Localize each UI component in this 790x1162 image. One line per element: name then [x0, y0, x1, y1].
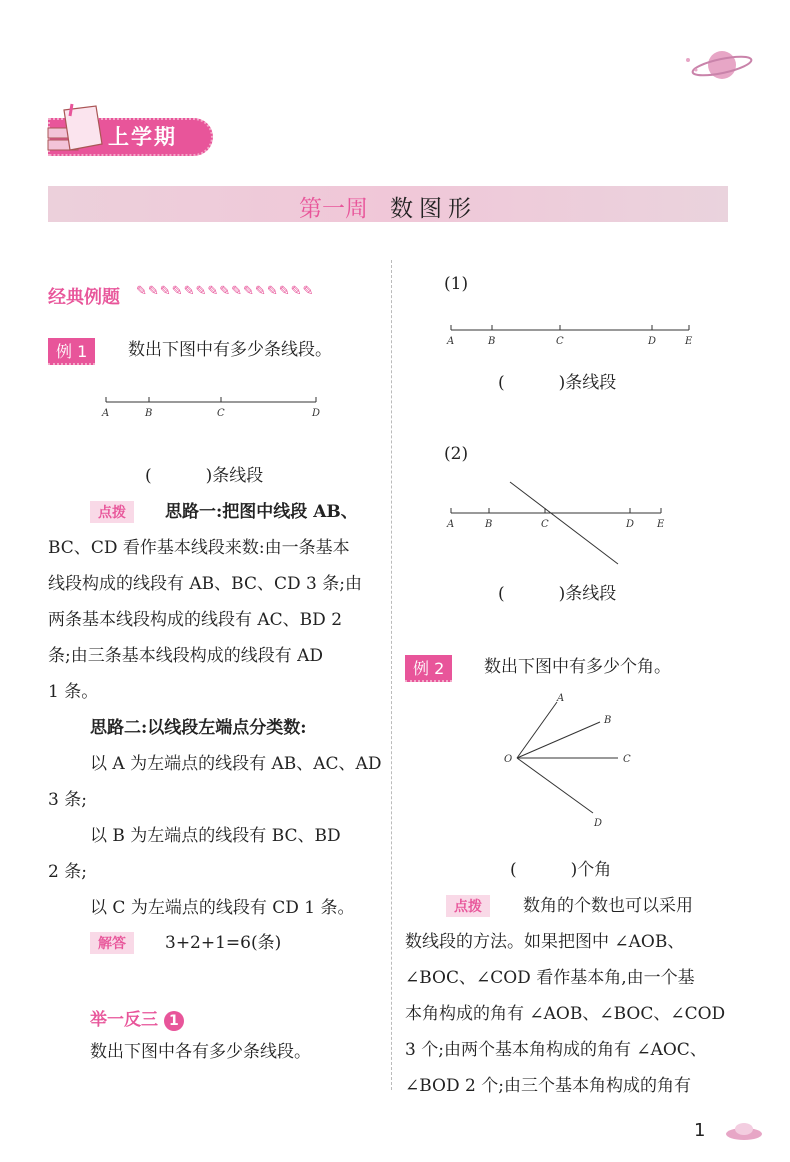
point-label: O: [504, 754, 513, 765]
example2-tag: 例 2: [405, 655, 452, 682]
hint-tag: 点拨: [446, 895, 490, 917]
hint-line: ∠BOC、∠COD 看作基本角,由一个基: [405, 968, 695, 988]
practice-question: 数出下图中各有多少条线段。: [90, 1042, 311, 1062]
hint-line: 以 B 为左端点的线段有 BC、BD: [90, 826, 341, 846]
example2-question: 数出下图中有多少个角。: [484, 657, 671, 677]
point-label: C: [556, 336, 564, 347]
example1-answer-blank: ( )条线段: [145, 466, 264, 486]
point-label: C: [541, 519, 549, 530]
hint-tag: 点拨: [90, 501, 134, 523]
point-label: A: [447, 519, 455, 530]
practice2-blank: ( )条线段: [498, 584, 617, 604]
page-number: 1: [694, 1120, 706, 1141]
hint-line: 数线段的方法。如果把图中 ∠AOB、: [405, 932, 685, 952]
answer-tag: 解答: [90, 932, 134, 954]
hint-line: BC、CD 看作基本线段来数:由一条基本: [48, 538, 350, 558]
practice1-diagram: [441, 318, 701, 348]
practice-number: 1: [164, 1011, 184, 1031]
hint-line: 3 个;由两个基本角构成的角有 ∠AOC、: [405, 1040, 707, 1060]
point-label: B: [604, 715, 612, 726]
example2-answer-blank: ( )个角: [510, 860, 612, 880]
point-label: D: [626, 519, 635, 530]
answer-text: 3+2+1=6(条): [165, 933, 282, 953]
practice2-diagram: [441, 476, 701, 571]
planet-icon: [680, 40, 760, 90]
angle-diagram: [500, 690, 650, 830]
example1-diagram: [96, 390, 336, 420]
point-label: C: [623, 754, 631, 765]
hint-line: 两条基本线段构成的线段有 AC、BD 2: [48, 610, 343, 630]
hint-line: 条;由三条基本线段构成的线段有 AD: [48, 646, 324, 666]
book-icon: [44, 98, 106, 160]
hint-line: 思路二:以线段左端点分类数:: [90, 718, 307, 738]
point-label: A: [447, 336, 455, 347]
point-label: D: [594, 818, 603, 829]
hint-line: 本角构成的角有 ∠AOB、∠BOC、∠COD: [405, 1004, 726, 1024]
point-label: D: [648, 336, 657, 347]
point-label: C: [217, 408, 225, 419]
hint-line: 3 条;: [48, 790, 87, 810]
point-label: D: [312, 408, 321, 419]
semester-label: 上学期: [108, 125, 177, 149]
point-label: B: [488, 336, 496, 347]
practice-item-label: (2): [444, 444, 469, 464]
point-label: A: [557, 693, 565, 704]
week-label: 第一周: [299, 196, 369, 222]
week-banner: [48, 186, 728, 222]
pencil-decoration-icon: ✎✎✎✎✎✎✎✎✎✎✎✎✎✎✎: [136, 284, 315, 299]
point-label: E: [685, 336, 693, 347]
example1-question: 数出下图中有多少条线段。: [128, 340, 332, 360]
example1-tag: 例 1: [48, 338, 95, 365]
hint-line: 2 条;: [48, 862, 87, 882]
practice-item-label: (1): [444, 274, 469, 294]
point-label: A: [102, 408, 110, 419]
hint-line: 1 条。: [48, 682, 99, 702]
point-label: B: [485, 519, 493, 530]
column-divider: [391, 260, 392, 1090]
hint-line: 以 C 为左端点的线段有 CD 1 条。: [90, 898, 355, 918]
hint-line: ∠BOD 2 个;由三个基本角构成的角有: [405, 1076, 691, 1096]
ufo-icon: [722, 1118, 767, 1148]
point-label: E: [657, 519, 665, 530]
week-topic: 数图形: [389, 196, 477, 222]
practice1-blank: ( )条线段: [498, 373, 617, 393]
point-label: B: [145, 408, 153, 419]
section-title: 经典例题: [48, 287, 120, 308]
hint-line: 数角的个数也可以采用: [523, 896, 693, 916]
hint-line: 以 A 为左端点的线段有 AB、AC、AD: [90, 754, 382, 774]
hint-line: 思路一:把图中线段 AB、: [165, 502, 358, 522]
practice-title: 举一反三 1: [90, 1005, 184, 1031]
hint-line: 线段构成的线段有 AB、BC、CD 3 条;由: [48, 574, 362, 594]
